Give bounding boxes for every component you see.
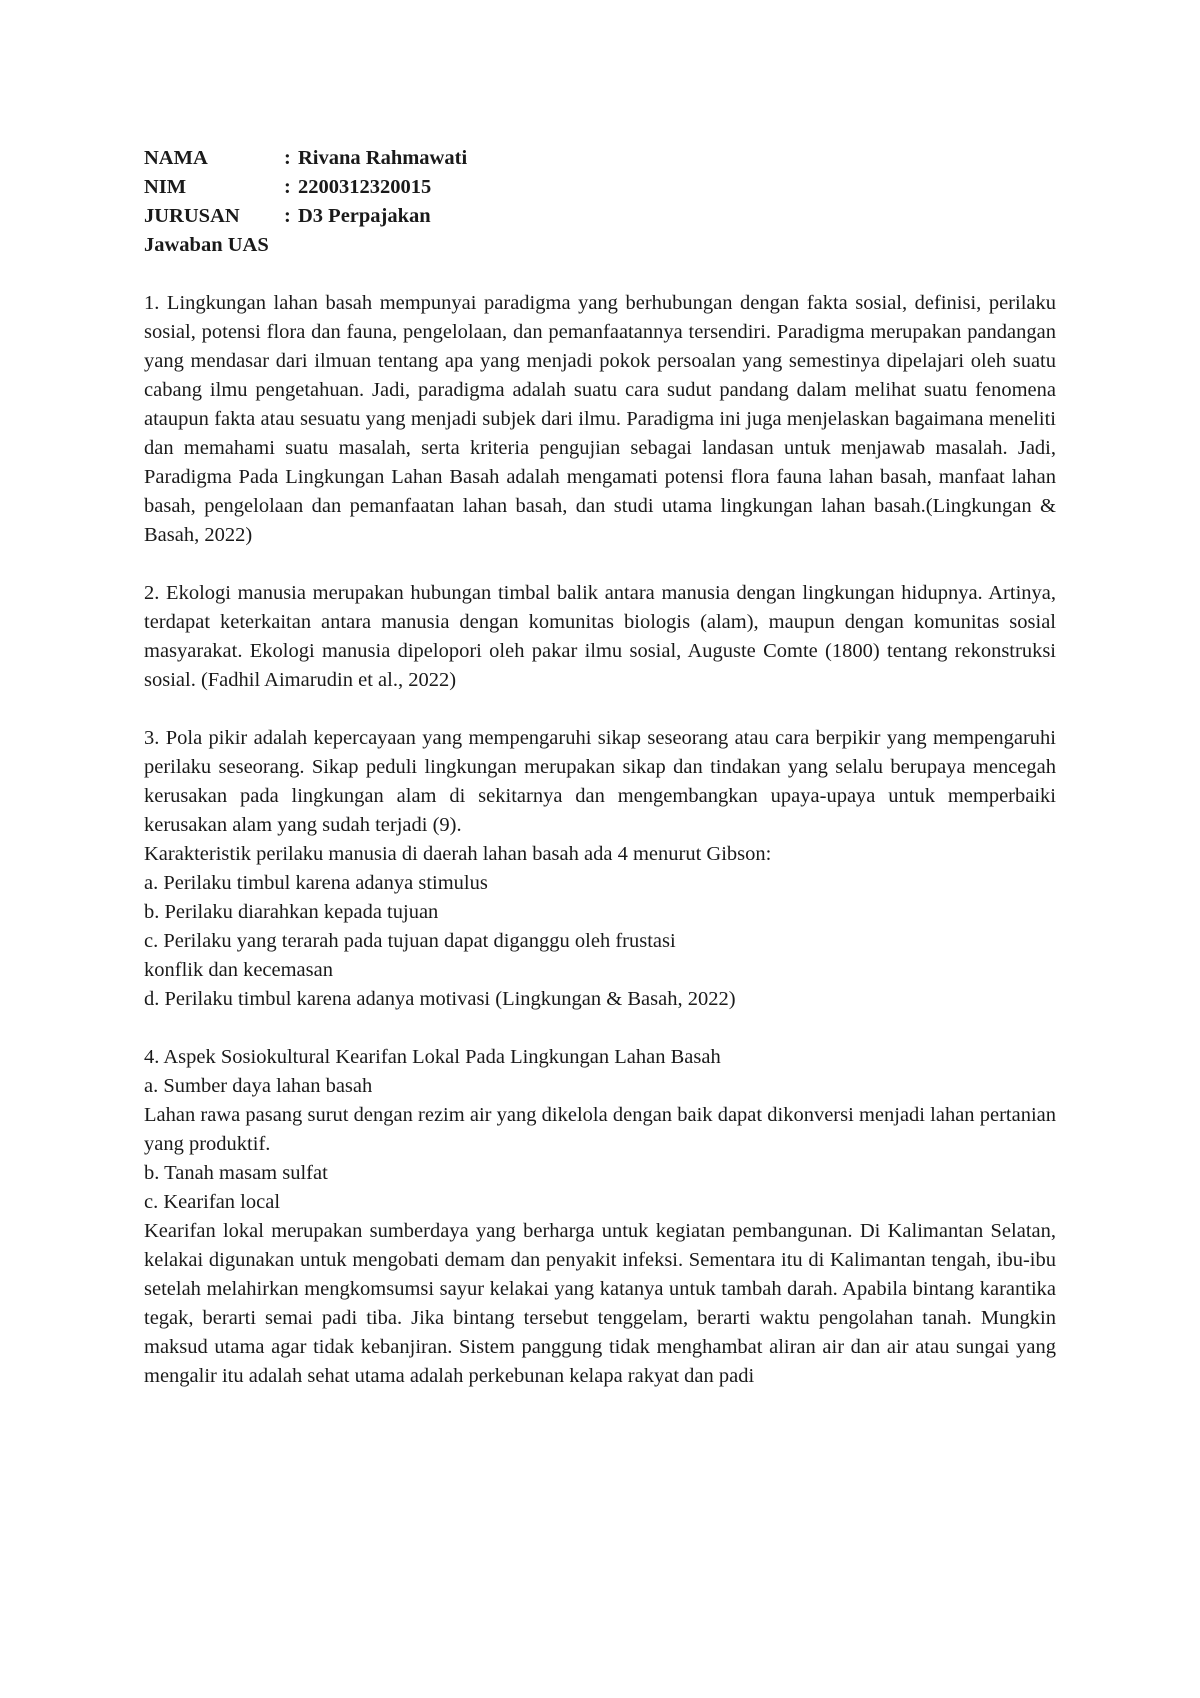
nim-separator: : (284, 176, 291, 198)
spacer (144, 260, 1056, 289)
student-header (144, 144, 1056, 260)
document-page (144, 144, 1056, 1391)
answer-3-paragraph: 3. Pola pikir adalah kepercayaan yang mempengaruhi sikap seseorang atau cara berpikir yang mempengaruhi perilaku seseorang. Sikap peduli lingkungan merupakan sikap dan tindakan yang selalu berupaya mencegah kerusakan pada lingkungan alam di sekitarnya dan mengembangkan upaya-upaya untuk memperbaiki kerusakan alam yang sudah terjadi (9). (144, 727, 1056, 836)
jurusan-value: D3 Perpajakan (298, 205, 431, 227)
answer-4-item-a: a. Sumber daya lahan basah (144, 1075, 373, 1097)
answer-3-item-d: d. Perilaku timbul karena adanya motivasi (Lingkungan & Basah, 2022) (144, 988, 736, 1010)
nim-label: NIM (144, 176, 187, 198)
nim-value: 2200312320015 (298, 176, 432, 198)
spacer (144, 550, 1056, 579)
jurusan-label: JURUSAN (144, 205, 240, 227)
name-value: Rivana Rahmawati (298, 147, 468, 169)
name-label: NAMA (144, 147, 208, 169)
spacer (144, 1014, 1056, 1043)
answer-3-item-b: b. Perilaku diarahkan kepada tujuan (144, 901, 439, 923)
answer-4-item-c: c. Kearifan local (144, 1191, 281, 1213)
answer-3-item-c-continued: konflik dan kecemasan (144, 959, 333, 981)
name-row (144, 144, 1056, 173)
document-title: Jawaban UAS (144, 234, 269, 256)
answer-2: 2. Ekologi manusia merupakan hubungan timbal balik antara manusia dengan lingkungan hidupnya. Artinya, terdapat keterkaitan antara manusia dengan komunitas biologis (alam), maupun dengan komunitas sosial masyarakat. Ekologi manusia dipelopori oleh pakar ilmu sosial, Auguste Comte (1800) tentang rekonstruksi sosial. (Fadhil Aimarudin et al., 2022) (144, 582, 1056, 691)
jurusan-separator: : (284, 205, 291, 227)
jurusan-row (144, 202, 1056, 231)
answer-4-item-a-text: Lahan rawa pasang surut dengan rezim air yang dikelola dengan baik dapat dikonversi menjadi lahan pertanian yang produktif. (144, 1104, 1056, 1155)
answer-1: 1. Lingkungan lahan basah mempunyai paradigma yang berhubungan dengan fakta sosial, definisi, perilaku sosial, potensi flora dan fauna, pengelolaan, dan pemanfaatannya tersendiri. Paradigma merupakan pandangan yang mendasar dari ilmuan tentang apa yang menjadi pokok persoalan yang semestinya dipelajari oleh suatu cabang ilmu pengetahuan. Jadi, paradigma adalah suatu cara sudut pandang dalam melihat suatu fenomena ataupun fakta atau sesuatu yang menjadi subjek dari ilmu. Paradigma ini juga menjelaskan bagaimana meneliti dan memahami suatu masalah, serta kriteria pengujian sebagai landasan untuk menjawab masalah. Jadi, Paradigma Pada Lingkungan Lahan Basah adalah mengamati potensi flora fauna lahan basah, manfaat lahan basah, pengelolaan dan pemanfaatan lahan basah, dan studi utama lingkungan lahan basah.(Lingkungan & Basah, 2022) (144, 292, 1056, 546)
answer-3-item-a: a. Perilaku timbul karena adanya stimulus (144, 872, 488, 894)
nim-row (144, 173, 1056, 202)
answer-4-item-b: b. Tanah masam sulfat (144, 1162, 328, 1184)
answer-4-item-c-text: Kearifan lokal merupakan sumberdaya yang berharga untuk kegiatan pembangunan. Di Kalimantan Selatan, kelakai digunakan untuk mengobati demam dan penyakit infeksi. Sementara itu di Kalimantan tengah, ibu-ibu setelah melahirkan mengkomsumsi sayur kelakai yang katanya untuk tambah darah. Apabila bintang karantika tegak, berarti semai padi tiba. Jika bintang tersebut tenggelam, berarti waktu pengolahan tanah. Mungkin maksud utama agar tidak kebanjiran. Sistem panggung tidak menghambat aliran air dan air atau sungai yang mengalir itu adalah sehat utama adalah perkebunan kelapa rakyat dan padi (144, 1220, 1056, 1387)
answer-3-intro: Karakteristik perilaku manusia di daerah lahan basah ada 4 menurut Gibson: (144, 843, 772, 865)
answer-4-title: 4. Aspek Sosiokultural Kearifan Lokal Pada Lingkungan Lahan Basah (144, 1046, 721, 1068)
name-separator: : (284, 147, 291, 169)
spacer (144, 695, 1056, 724)
answer-3-item-c: c. Perilaku yang terarah pada tujuan dapat diganggu oleh frustasi (144, 930, 676, 952)
